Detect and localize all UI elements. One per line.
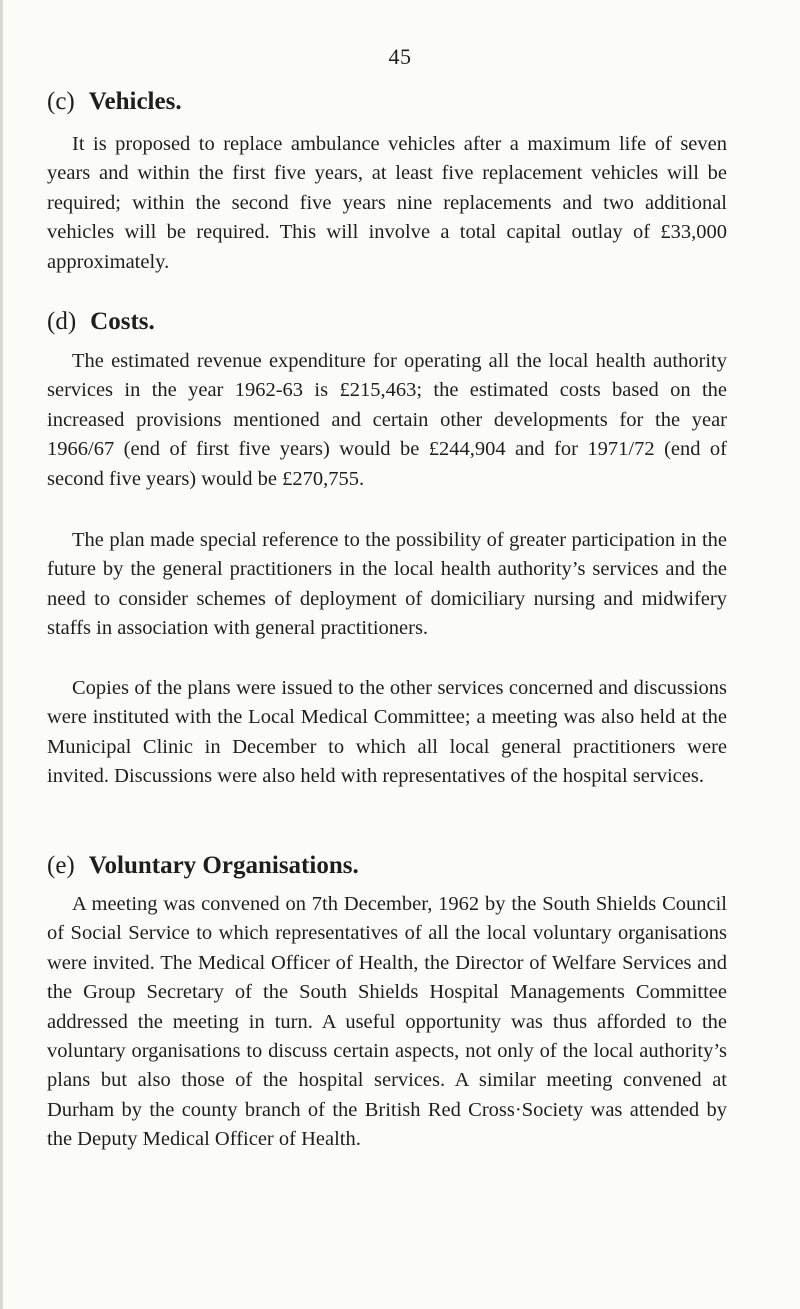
section-letter: (c) xyxy=(47,88,75,115)
section-heading-voluntary-organisations xyxy=(47,852,359,880)
page-number: 45 xyxy=(388,44,412,69)
section-heading-costs xyxy=(47,308,155,336)
section-letter: (d) xyxy=(47,308,77,335)
vehicles-paragraph: It is proposed to replace ambulance vehicles after a maximum life of seven years and within the first five years, at least five replacement vehicles will be required; within the second five years nine replacements and two additional vehicles will be required. This will involve a total capital outlay of £33,000 approximately. xyxy=(47,133,727,273)
costs-paragraph-1: The estimated revenue expenditure for operating all the local health authority services in the year 1962-63 is £215,463; the estimated costs based on the increased provisions mentioned and certain other developments for the year 1966/67 (end of first five years) would be £244,904 and for 1971/72 (end of second five years) would be £270,755. xyxy=(47,350,727,490)
section-title: Vehicles. xyxy=(88,88,182,115)
section-letter: (e) xyxy=(47,852,75,879)
section-heading-vehicles xyxy=(47,88,182,116)
section-title: Costs. xyxy=(90,308,155,335)
costs-paragraph-2: The plan made special reference to the possibility of greater participation in the future by the general practitioners in the local health authority’s services and the need to consider schemes of deployment of domiciliary nursing and midwifery staffs in association with general practitioners. xyxy=(47,529,727,640)
costs-paragraph-3: Copies of the plans were issued to the other services concerned and discussions were instituted with the Local Medical Committee; a meeting was also held at the Municipal Clinic in December to which all local general practitioners were invited. Discussions were also held with representatives of the hospital services. xyxy=(47,677,727,788)
page-edge xyxy=(0,0,3,1309)
section-title: Voluntary Organisations. xyxy=(88,852,359,879)
voluntary-organisations-paragraph: A meeting was convened on 7th December, 1962 by the South Shields Council of Social Service to which representatives of all the local voluntary organisations were invited. The Medical Officer of Health, the Director of Welfare Services and the Group Secretary of the South Shields Hospital Managements Committee addressed the meeting in turn. A useful opportunity was thus afforded to the voluntary organisations to discuss certain aspects, not only of the local authority’s plans but also those of the hospital services. A similar meeting convened at Durham by the county branch of the British Red Cross·Society was attended by the Deputy Medical Officer of Health. xyxy=(47,893,727,1151)
